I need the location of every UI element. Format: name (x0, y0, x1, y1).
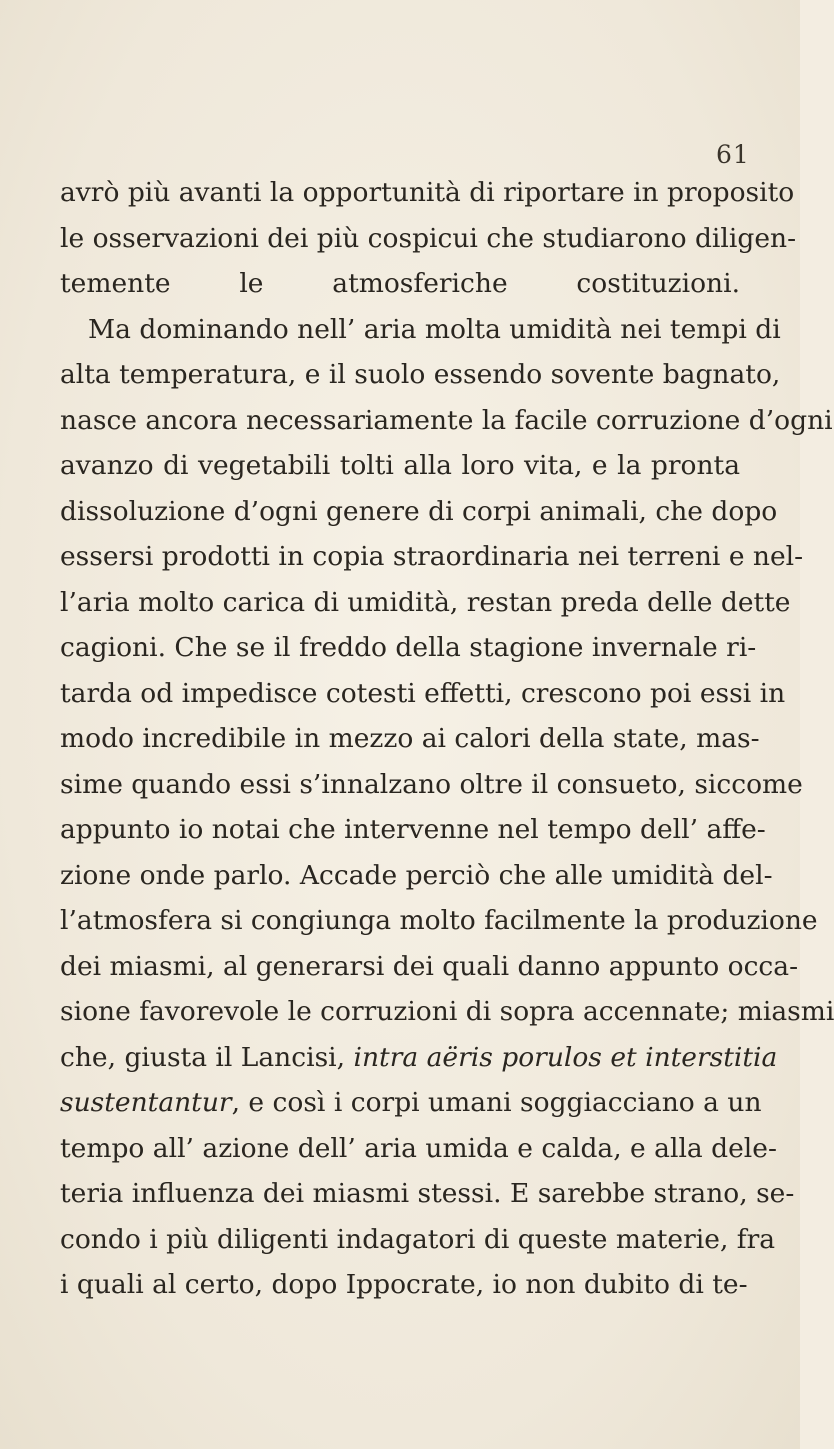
line-text: le osservazioni dei più cospicui che studiarono diligen- (60, 222, 797, 254)
text-line (60, 944, 799, 990)
text-line (60, 625, 757, 671)
text-line (60, 671, 786, 717)
text-line (60, 716, 760, 762)
line-text: sime quando essi s’innalzano oltre il consueto, siccome (60, 768, 803, 800)
line-text: tarda od impedisce cotesti effetti, crescono poi essi in (60, 677, 786, 709)
body-text (60, 170, 834, 1308)
text-line (60, 1171, 795, 1217)
line-text: tempo all’ azione dell’ aria umida e calda, e alla dele- (60, 1132, 777, 1164)
text-line (60, 170, 795, 216)
line-text: modo incredibile in mezzo ai calori della state, mas- (60, 723, 760, 754)
text-line (60, 398, 833, 444)
text-line (60, 261, 740, 307)
line-text: dei miasmi, al generarsi dei quali danno appunto occa- (60, 950, 799, 982)
line-text: avanzo di vegetabili tolti alla loro vita, e la pronta (60, 450, 740, 481)
line-text: i quali al certo, dopo Ippocrate, io non dubito di te- (60, 1269, 748, 1300)
italic-latin-text: sustentantur (60, 1087, 232, 1118)
text-line (60, 1126, 777, 1172)
text-line (60, 989, 834, 1035)
text-line (60, 1262, 748, 1308)
text-line (60, 1080, 762, 1126)
text-line (60, 443, 740, 489)
line-text: Ma dominando nell’ aria molta umidità nei tempi di (88, 313, 781, 345)
line-text: zione onde parlo. Accade perciò che alle umidità del- (60, 859, 773, 891)
line-text: alta temperatura, e il suolo essendo sovente bagnato, (60, 359, 781, 390)
page-number: 61 (716, 140, 750, 169)
line-text: cagioni. Che se il freddo della stagione invernale ri- (60, 632, 757, 663)
line-text: temente le atmosferiche costituzioni. (60, 268, 740, 299)
text-line (60, 580, 791, 626)
text-line (60, 853, 773, 899)
line-text: che, giusta il Lancisi, (60, 1041, 354, 1073)
italic-latin-text: intra aëris porulos et interstitia (353, 1041, 778, 1073)
line-text: dissoluzione d’ogni genere di corpi animali, che dopo (60, 495, 778, 527)
text-line (60, 534, 804, 580)
line-text: l’aria molto carica di umidità, restan preda delle dette (60, 586, 791, 618)
line-text: l’atmosfera si congiunga molto facilmente la produzione (60, 905, 818, 936)
text-line (60, 352, 781, 398)
text-line (60, 307, 781, 353)
line-text: avrò più avanti la opportunità di riportare in proposito (60, 177, 795, 208)
line-text: nasce ancora necessariamente la facile corruzione d’ogni (60, 404, 833, 436)
text-line (60, 762, 803, 808)
text-line (60, 1035, 778, 1081)
text-line (60, 216, 797, 262)
line-text: teria influenza dei miasmi stessi. E sarebbe strano, se- (60, 1178, 795, 1209)
line-text: condo i più diligenti indagatori di queste materie, fra (60, 1223, 776, 1255)
text-line (60, 1217, 776, 1263)
text-line (60, 489, 778, 535)
text-line (60, 898, 818, 944)
line-text: , e così i corpi umani soggiacciano a un (231, 1087, 762, 1118)
line-text: sione favorevole le corruzioni di sopra accennate; miasmi (60, 996, 834, 1027)
line-text: essersi prodotti in copia straordinaria nei terreni e nel- (60, 541, 804, 572)
line-text: appunto io notai che intervenne nel tempo dell’ affe- (60, 814, 766, 845)
text-line (60, 807, 766, 853)
